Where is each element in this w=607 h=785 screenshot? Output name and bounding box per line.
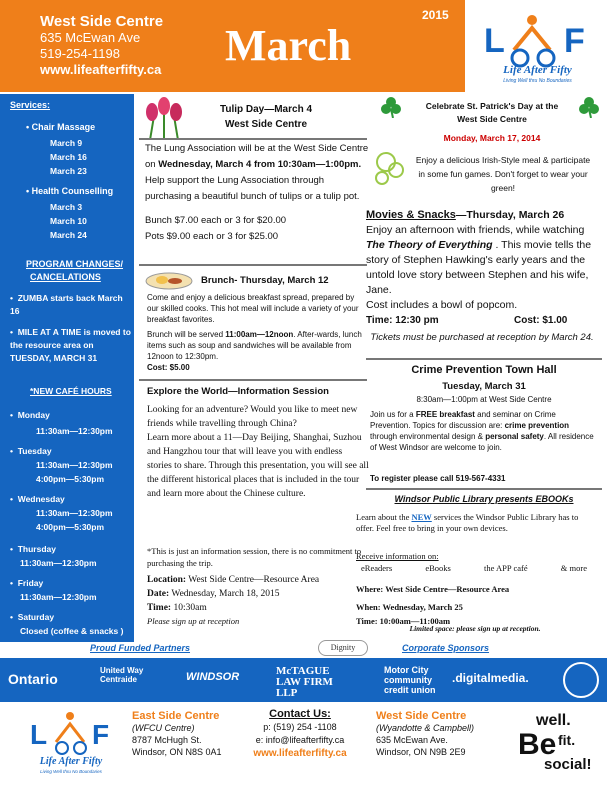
dignity-logo: Dignity	[318, 640, 368, 656]
address: 635 McEwan Ave	[40, 30, 141, 45]
divider	[139, 379, 367, 381]
laf-logo-icon	[474, 10, 599, 88]
library-body: Learn about the NEW services the Windsor Public Library has to offer. Feel free to bring in your own devices.	[356, 512, 579, 533]
divider	[366, 488, 602, 490]
footer	[0, 702, 607, 785]
library-item: the APP café	[484, 563, 528, 573]
stpatricks-body: Enjoy a delicious Irish-Style meal & participate in some fun games. Don't forget to wear your green!	[415, 155, 591, 193]
logo-text: Life After Fifty	[503, 64, 572, 76]
funded-partners-heading: Proud Funded Partners	[90, 643, 191, 653]
tulip-image	[140, 96, 188, 140]
sidebar	[0, 94, 134, 642]
hours-time: 4:00pm—5:30pm	[36, 474, 105, 484]
library-item: & more	[560, 563, 587, 573]
svg-text:F: F	[564, 22, 585, 60]
hours-time: 11:30am—12:30pm	[20, 558, 97, 568]
contact-info: Contact Us: p: (519) 254 -1108 e: info@lifeafterfifty.ca www.lifeafterfifty.ca	[240, 708, 360, 760]
partners-header	[0, 643, 607, 657]
website-link[interactable]: www.lifeafterfifty.ca	[253, 748, 347, 759]
cancelations-heading: CANCELATIONS	[30, 272, 101, 282]
day-tuesday: • Tuesday	[10, 446, 52, 456]
crime-time: 8:30am—1:00pm at West Side Centre	[416, 395, 552, 404]
cafe-hours-heading: *NEW CAFÉ HOURS	[30, 386, 112, 396]
library-space: Limited space: please sign up at reception.	[409, 624, 541, 633]
website-link[interactable]: www.lifeafterfifty.ca	[40, 62, 162, 77]
services-heading: Services:	[10, 100, 51, 110]
hours-time: 11:30am—12:30pm	[36, 460, 113, 470]
library-receive: Receive information on:	[356, 551, 439, 561]
east-side-info: East Side Centre (WFCU Centre) 8787 McHugh St. Windsor, ON N8S 0A1	[132, 710, 222, 757]
badge-icon	[563, 662, 599, 698]
hours-time: 11:30am—12:30pm	[20, 592, 97, 602]
tulip-icon	[140, 96, 188, 140]
massage-date: March 23	[50, 166, 87, 176]
movie-note: Tickets must be purchased at reception by March 24.	[370, 332, 594, 343]
explore-info: Location: West Side Centre—Resource Area Date: Wednesday, March 18, 2015 Time: 10:30am Please sign up at reception	[147, 575, 320, 626]
day-monday: • Monday	[10, 410, 50, 420]
header-address	[40, 14, 163, 78]
brunch-title: Brunch- Thursday, March 12	[201, 275, 329, 286]
massage-date: March 9	[50, 138, 83, 148]
divider	[366, 358, 602, 360]
day-saturday: • Saturday	[10, 612, 55, 622]
mctague-logo: McTAGUE LAW FIRM LLP	[276, 665, 333, 699]
hours-time: 11:30am—12:30pm	[36, 426, 113, 436]
windsor-logo: WINDSOR	[186, 671, 240, 683]
motor-city-logo: Motor City community credit union	[384, 665, 436, 695]
tulip-title: Tulip Day—March 4 West Side Centre	[219, 104, 313, 130]
crime-title: Crime Prevention Town Hall	[411, 364, 557, 376]
crime-date: Tuesday, March 31	[442, 381, 526, 392]
divider	[139, 264, 367, 266]
library-item: eBooks	[425, 563, 451, 573]
library-title: Windsor Public Library presents EBOOKs	[394, 494, 574, 504]
hours-time: 4:00pm—5:30pm	[36, 522, 105, 532]
counselling-date: March 10	[50, 216, 87, 226]
library-items	[361, 563, 597, 573]
hours-time: 11:30am—12:30pm	[36, 508, 113, 518]
logo-text: Life After Fifty	[39, 756, 103, 767]
zumba-note: • ZUMBA starts back March 16	[10, 293, 123, 316]
month-title: March	[225, 21, 352, 70]
library-info: Where: West Side Centre—Resource Area When: Wednesday, March 25 Time: 10:00am—11:00am	[356, 584, 510, 626]
footer-logo	[26, 708, 116, 778]
movie-section: Movies & Snacks—Thursday, March 26 Enjoy an afternoon with friends, while watching The Theory of Everything . This movie tells the story of Stephen Hawking's early years and the untold love story between Stephen and his wife, Jane. Cost includes a bowl of popcom.	[366, 209, 592, 311]
explore-body: Looking for an adventure? Would you like to meet new friends while travelling through China? Learn more about a 11—Day Beijing, Shanghai, Suzhou and Hangzhou tour that will leave you with endless stories to share. Through this presentation, you will see all the different historical places that is included in the tour and learn more about the Chinese culture.	[147, 405, 369, 499]
svg-text:L: L	[484, 22, 505, 60]
header	[0, 0, 607, 92]
united-way-logo: United Way Centraide	[100, 666, 144, 684]
movie-info: Time: 12:30 pm Cost: $1.00	[366, 315, 568, 326]
centre-name: West Side Centre	[40, 13, 164, 30]
mile-note: • MILE AT A TIME is moved to the resource area on TUESDAY, MARCH 31	[10, 327, 131, 363]
west-side-info: West Side Centre (Wyandotte & Campbell) 635 McEwan Ave. Windsor, ON N9B 2E9	[376, 710, 475, 757]
chair-massage-label: • Chair Massage	[26, 122, 96, 132]
flower-icon	[370, 148, 410, 192]
stpatricks-title: Celebrate St. Patrick's Day at the West Side Centre	[425, 101, 559, 124]
laf-logo-icon	[26, 708, 116, 756]
corporate-sponsors-heading: Corporate Sponsors	[402, 643, 490, 653]
plate-icon	[144, 270, 194, 290]
logo-tagline: Living Well thru No Boundaries	[40, 769, 102, 774]
digitalmedia-logo: .digitalmedia.	[452, 671, 529, 685]
hours-time: Closed (coffee & snacks )	[20, 626, 124, 636]
divider	[139, 138, 367, 140]
library-item: eReaders	[361, 563, 393, 573]
brunch-plate-image	[144, 270, 194, 290]
brunch-body: Come and enjoy a delicious breakfast spread, prepared by our skilled cooks. This hot meal will include a variety of your breakfast favorites. Brunch will be served 11:00am—12noon. After-wards, lunch items such as soup and sandwiches will be available from 12noon to 12:30pm. Cost: $5.00	[147, 293, 362, 372]
stpatricks-date: Monday, March 17, 2014	[443, 133, 541, 143]
tulip-body: The Lung Association will be at the West Side Centre on Wednesday, March 4 from 10:30am—1:00pm. Help support the Lung Association through purchasing a beautiful bunch of tulips or a tulip pot. Bunch $7.00 each or 3 for $20.00 Pots $9.00 each or 3 for $25.00	[145, 143, 369, 242]
explore-title: Explore the World—Information Session	[147, 386, 329, 397]
massage-date: March 16	[50, 152, 87, 162]
crime-body: Join us for a FREE breakfast and seminar on Crime Prevention. Topics for discussion are: crime prevention through environmental design & personal safety. All residence of West Windsor are welcome to join.	[370, 410, 594, 452]
logo-tagline: Living Well thru No Boundaries	[503, 78, 572, 84]
program-changes-heading: PROGRAM CHANGES/	[26, 259, 124, 269]
day-thursday: • Thursday	[10, 544, 56, 554]
slogan: well. Be fit. social!	[518, 712, 592, 773]
counselling-date: March 3	[50, 202, 83, 212]
svg-text:F: F	[92, 719, 110, 750]
laf-logo	[474, 10, 599, 88]
counselling-date: March 24	[50, 230, 87, 240]
svg-text:L: L	[30, 719, 48, 750]
partners-bar	[0, 658, 607, 702]
year: 2015	[422, 8, 449, 22]
phone: 519-254-1198	[40, 46, 120, 61]
crime-register: To register please call 519-567-4331	[370, 474, 506, 483]
day-friday: • Friday	[10, 578, 44, 588]
day-wednesday: • Wednesday	[10, 494, 65, 504]
explore-note: *This is just an information session, there is no commitment to purchasing the trip.	[147, 546, 362, 568]
ontario-logo: Ontario	[8, 671, 58, 687]
health-counselling-label: • Health Counselling	[26, 186, 114, 196]
